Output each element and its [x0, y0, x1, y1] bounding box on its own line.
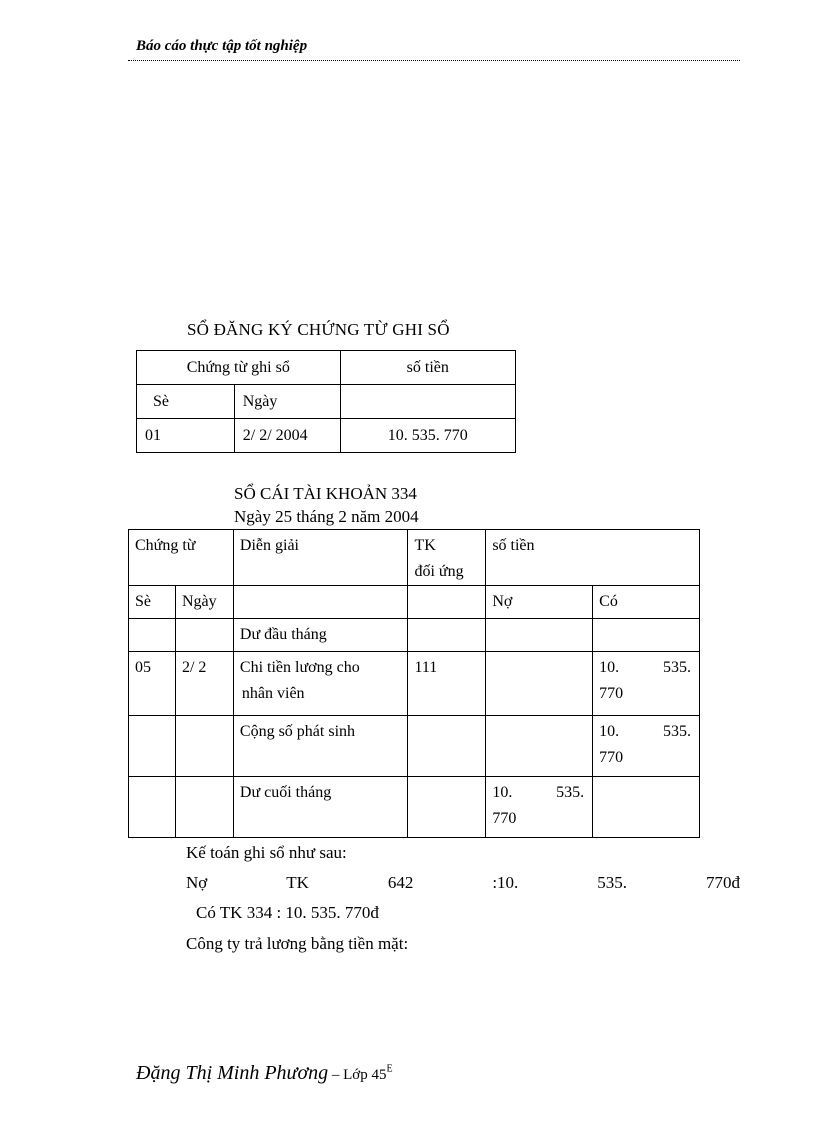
entries-closing: Công ty trả lương bằng tiền mặt:	[186, 934, 409, 953]
ledger-row-desc-line1: Chi tiền lương cho	[239, 659, 360, 676]
register-title: SỔ ĐĂNG KÝ CHỨNG TỪ GHI SỔ	[187, 320, 450, 339]
table-cell	[486, 619, 593, 652]
table-row	[129, 530, 700, 586]
entry-word: :10.	[492, 873, 519, 892]
table-cell	[129, 619, 176, 652]
amount-part: 10.	[599, 723, 620, 740]
ledger-head-desc: Diễn giải	[233, 530, 408, 586]
table-row	[129, 652, 700, 716]
entries-debit-line	[186, 873, 740, 893]
table-cell	[233, 586, 408, 619]
entries-intro: Kế toán ghi sổ như sau:	[186, 843, 347, 862]
amount-part: 770	[492, 810, 517, 827]
page-header-title: Báo cáo thực tập tốt nghiệp	[136, 38, 308, 54]
footer-class-sup: E	[386, 1063, 393, 1075]
table-cell	[175, 716, 233, 777]
footer-author: Đặng Thị Minh Phương	[136, 1062, 329, 1084]
amount-part: 770	[599, 749, 624, 766]
entries-credit-line: Có TK 334 : 10. 535. 770đ	[196, 903, 379, 922]
table-cell	[129, 716, 176, 777]
amount-part: 10.	[599, 659, 620, 676]
ledger-col-date: Ngày	[175, 586, 233, 619]
amount-part: 535.	[556, 784, 585, 801]
register-head-amount: số tiền	[340, 351, 515, 385]
ledger-row-desc: Cộng số phát sinh	[233, 716, 408, 777]
ledger-row-debit	[486, 777, 593, 838]
ledger-head-tk-line1: TK	[414, 537, 436, 554]
table-cell	[408, 716, 486, 777]
ledger-head-voucher: Chứng từ	[129, 530, 234, 586]
register-col-date: Ngày	[234, 385, 340, 419]
ledger-head-amount: số tiền	[486, 530, 700, 586]
table-cell	[593, 777, 700, 838]
ledger-col-no: Sè	[129, 586, 176, 619]
ledger-row-date: 2/ 2	[175, 652, 233, 716]
footer-class: Lớp 45	[343, 1067, 387, 1083]
table-cell	[175, 619, 233, 652]
amount-part: 535.	[663, 723, 691, 740]
ledger-col-debit: Nợ	[486, 586, 593, 619]
ledger-row-tk: 111	[408, 652, 486, 716]
ledger-head-tk-line2: đối ứng	[414, 563, 464, 580]
entry-word: 770đ	[705, 873, 740, 892]
table-cell	[129, 777, 176, 838]
ledger-row-desc-line2: nhân viên	[241, 685, 305, 702]
ledger-row-credit	[593, 652, 700, 716]
table-cell	[175, 777, 233, 838]
ledger-head-tk	[408, 530, 486, 586]
table-cell	[486, 652, 593, 716]
table-cell	[408, 586, 486, 619]
table-cell	[340, 385, 515, 419]
ledger-row-desc: Dư cuối tháng	[233, 777, 408, 838]
table-cell	[593, 619, 700, 652]
table-cell	[408, 777, 486, 838]
header-divider	[128, 60, 740, 61]
ledger-row-no: 05	[129, 652, 176, 716]
entry-word: 642	[387, 873, 414, 892]
table-row	[129, 777, 700, 838]
amount-part: 10.	[492, 784, 513, 801]
register-row-no: 01	[137, 419, 235, 453]
register-row-date: 2/ 2/ 2004	[234, 419, 340, 453]
ledger-row-desc: Dư đầu tháng	[233, 619, 408, 652]
entry-word: TK	[286, 873, 309, 892]
table-row	[129, 586, 700, 619]
page-footer	[136, 1062, 393, 1085]
entry-word: Nợ	[186, 873, 208, 892]
table-cell	[486, 716, 593, 777]
amount-part: 535.	[663, 659, 691, 676]
ledger-title: SỔ CÁI TÀI KHOẢN 334	[234, 484, 417, 503]
register-table	[136, 350, 516, 453]
ledger-date: Ngày 25 tháng 2 năm 2004	[234, 507, 419, 526]
table-row	[129, 619, 700, 652]
entry-word: 535.	[597, 873, 627, 892]
ledger-col-credit: Có	[593, 586, 700, 619]
ledger-row-desc	[233, 652, 408, 716]
ledger-table	[128, 529, 700, 838]
table-row	[137, 351, 516, 385]
table-row	[137, 385, 516, 419]
register-head-voucher: Chứng từ ghi sổ	[137, 351, 341, 385]
amount-part: 770	[599, 685, 624, 702]
table-row	[129, 716, 700, 777]
table-row	[137, 419, 516, 453]
footer-dash: –	[328, 1067, 344, 1083]
register-col-no: Sè	[137, 385, 235, 419]
table-cell	[408, 619, 486, 652]
ledger-row-credit	[593, 716, 700, 777]
register-row-amount: 10. 535. 770	[340, 419, 515, 453]
